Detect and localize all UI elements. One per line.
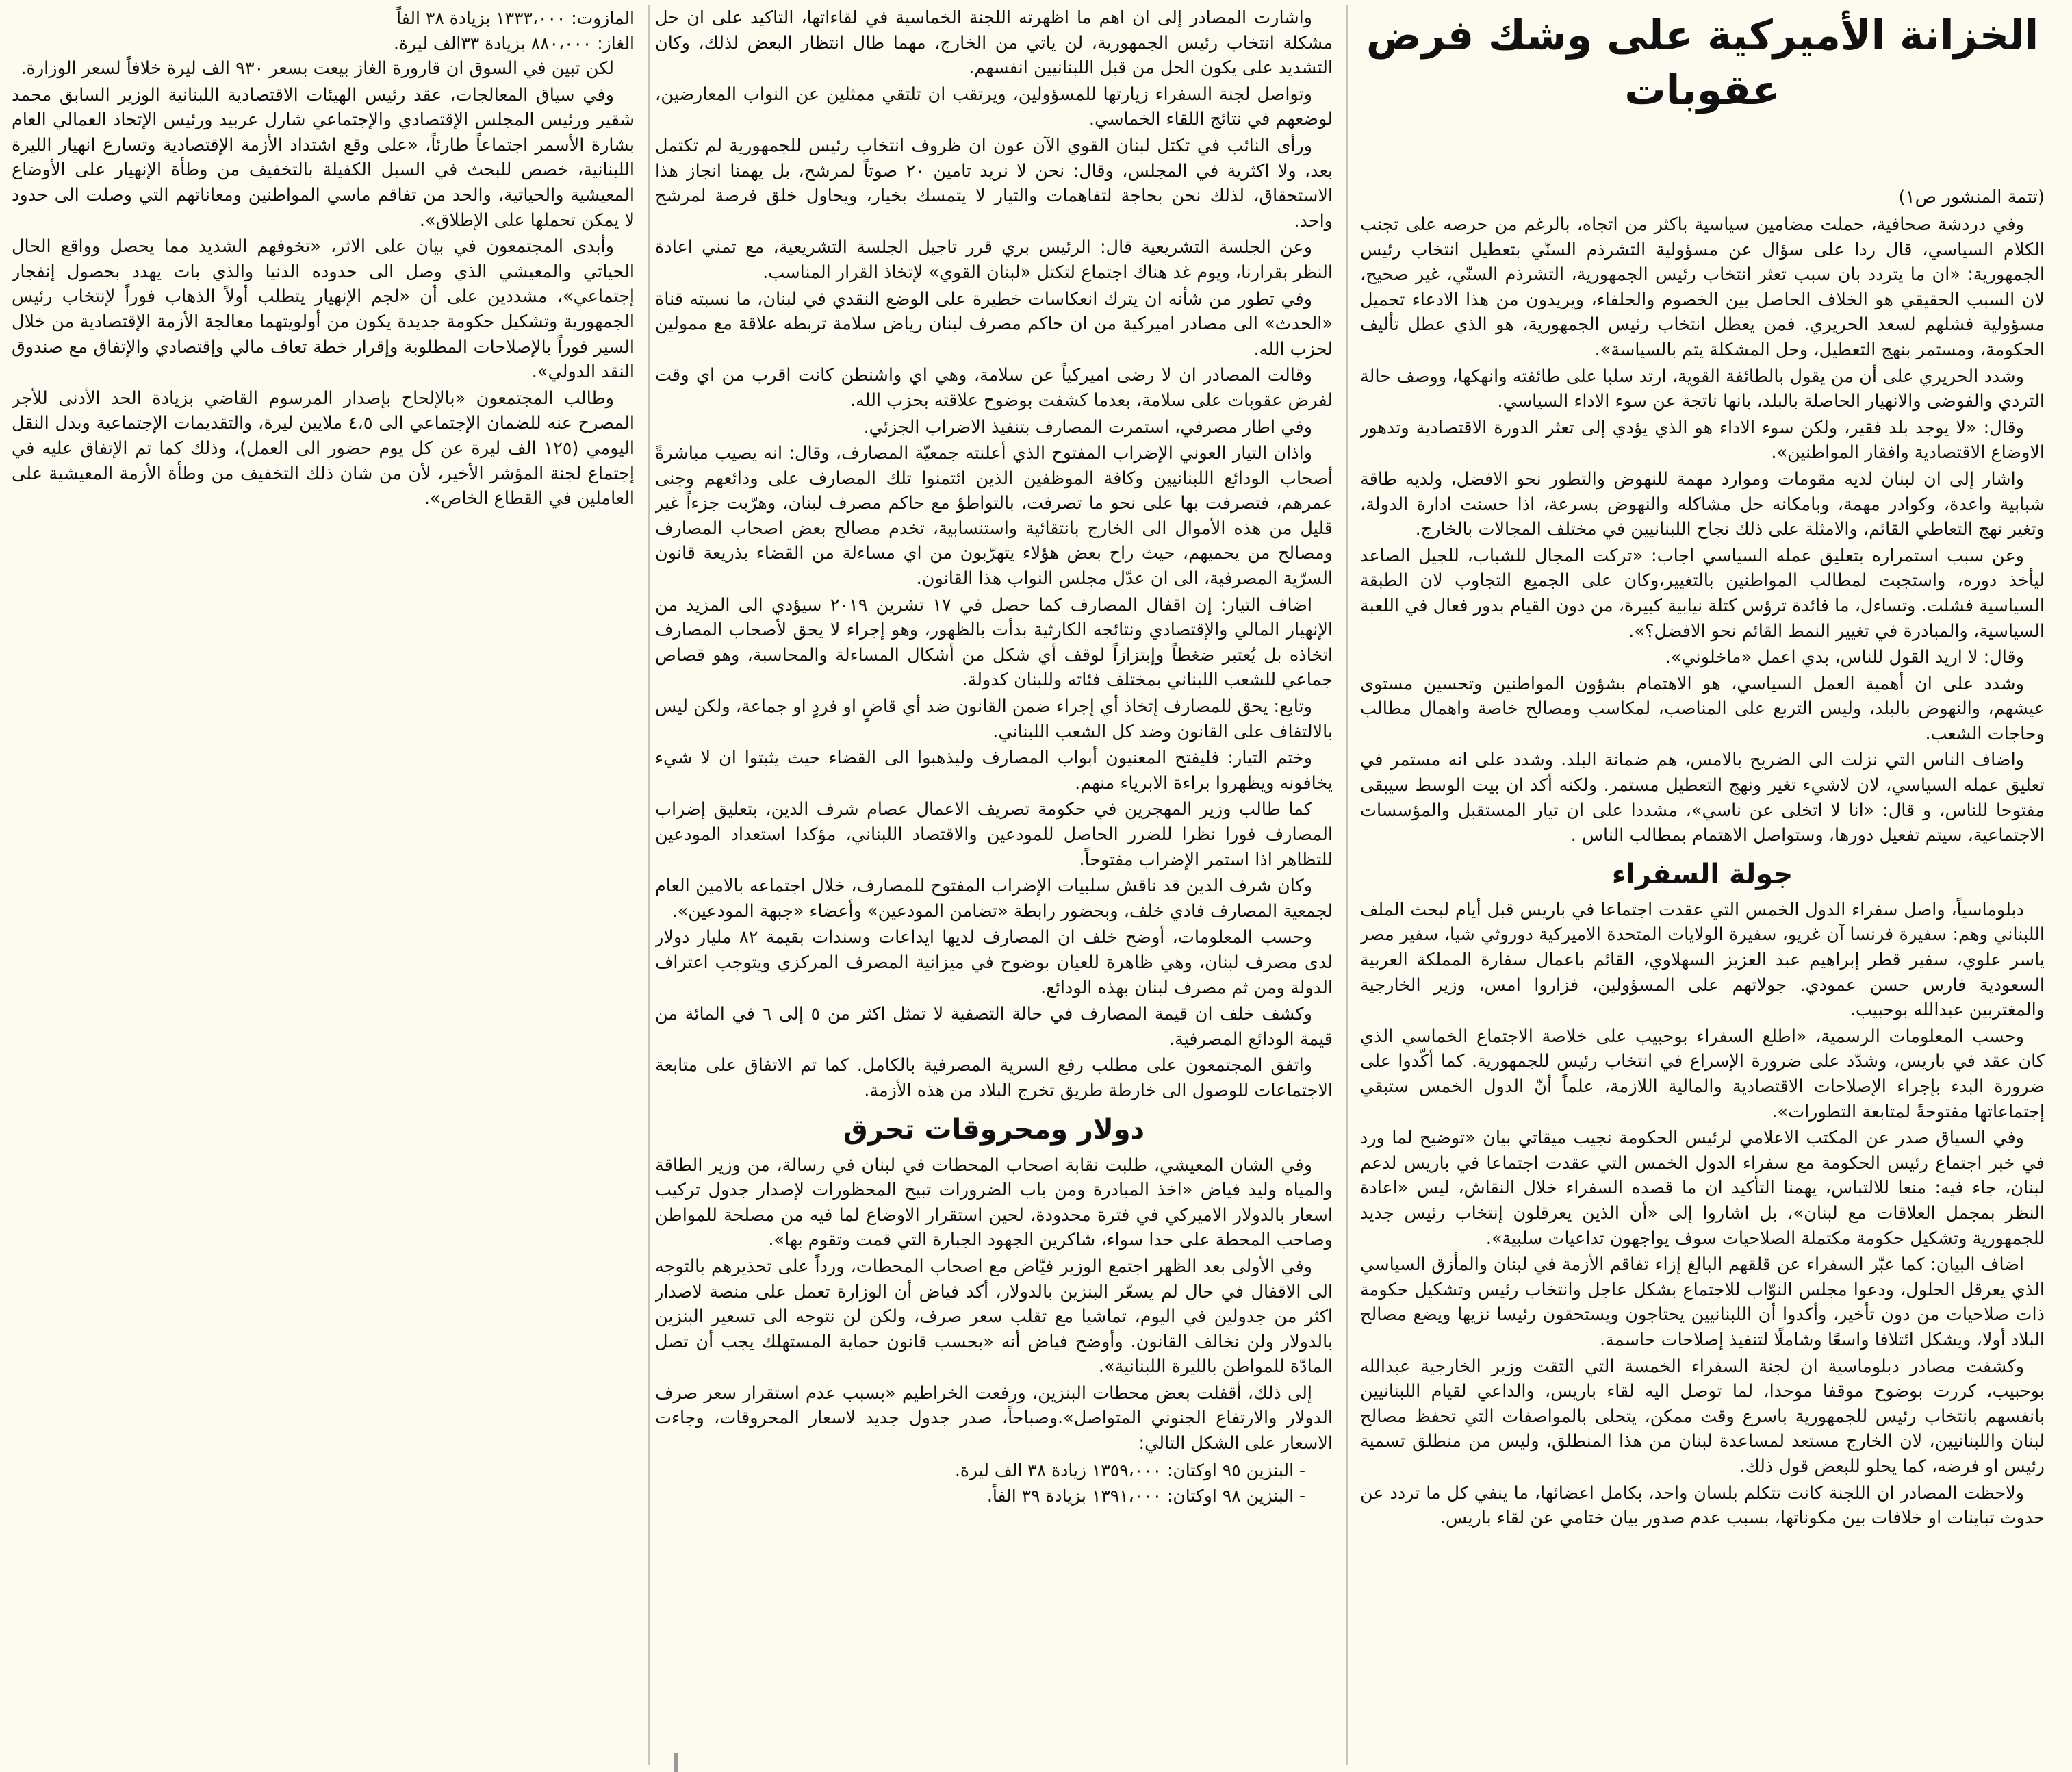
column-divider	[1346, 5, 1348, 1765]
paragraph: اضاف البيان: كما عبّر السفراء عن قلقهم البالغ إزاء تفاقم الأزمة في لبنان والمأزق السياسي الذي يعرقل الحلول، ودعوا مجلس النوّاب للاجتماع بشكل عاجل وانتخاب رئيس وتشكيل حكومة ذات صلاحيات من دون تأخير، وأكدوا أن اللبنانيين يحتاجون ويستحقون رئيسا نزيها ويضع مصالح البلاد أولا، ويشكل ائتلافا واسعًا وشاملًا لتنفيذ إصلاحات حاسمة.	[1360, 1254, 2045, 1350]
paragraph: وطالب المجتمعون «بالإلحاح بإصدار المرسوم القاضي بزيادة الحد الأدنى للأجر المصرح عنه للضمان الإجتماعي الى ٤،٥ ملايين ليرة، والتقديمات الإجتماعية وبدل النقل اليومي (١٢٥ الف ليرة عن كل يوم حضور الى العمل)، وذلك كما تم الإتفاق عليه في إجتماع لجنة المؤشر الأخير، لأن من شان ذلك التخفيف من وطأة الأزمة المعيشية على العاملين في القطاع الخاص».	[12, 388, 635, 509]
paragraph: واضاف الناس التي نزلت الى الضريح بالامس، هم ضمانة البلد. وشدد على انه مستمر في تعليق عمله السياسي، لان لاشيء تغير ونهج التعطيل مستمر. ولكنه أكد ان بيت الوسط سيبقى مفتوحا للناس، و قال: «انا لا اتخلى عن ناسي»، مشددا على ان تيار المستقبل والمؤسسات الاجتماعية، سيتم تفعيل دورها، وستواصل الاهتمام بمطالب الناس .	[1360, 750, 2045, 846]
paragraph: وتابع: يحق للمصارف إتخاذ أي إجراء ضمن القانون ضد أي قاضٍ او فردٍ او جماعة، ولكن ليس بالالتفاف على القانون وضد كل الشعب اللبناني.	[655, 696, 1333, 742]
paragraph: ولاحظت المصادر ان اللجنة كانت تتكلم بلسان واحد، بكامل اعضائها، ما ينفي كل ما تردد عن حدوث تباينات او خلافات بين مكوناتها، بسبب عدم صدور بيان ختامي عن لقاء باريس.	[1360, 1482, 2045, 1529]
fuel-price-line: الغاز: ٨٨٠،٠٠٠ بزيادة ٣٣الف ليرة.	[393, 34, 635, 53]
paragraph: وفي سياق المعالجات، عقد رئيس الهيئات الاقتصادية اللبنانية الوزير السابق محمد شقير ورئيس المجلس الإقتصادي والإجتماعي شارل عربيد ورئيس الإتحاد العمالي العام بشارة الأسمر اجتماعاً طارئاً، «على وقع اشتداد الأزمة الإقتصادية وتسارع انهيار الليرة اللبنانية، خصص للبحث في السبل الكفيلة بالتخفيف من وطأة الإنهيار على الأوضاع المعيشية والحياتية، والحد من تفاقم ماسي المواطنين ومعاناتهم التي وصلت الى حدود لا يمكن تحملها على الإطلاق».	[12, 84, 635, 231]
paragraph: وفي الأولى بعد الظهر اجتمع الوزير فيّاض مع اصحاب المحطات، ورداً على تحذيرهم بالتوجه الى الاقفال في حال لم يسعّر البنزين بالدولار، أكد فياض أن الوزارة تعمل على منصة لاصدار اكثر من جدولين في اليوم، تماشيا مع تقلب سعر صرف، ولكن لن نتوجه الى تسعير البنزين بالدولار ولن نخالف القانون. وأوضح فياض أنه «بحسب قانون حماية المستهلك يجب أن تصل المادّة للمواطن بالليرة اللبنانية».	[655, 1256, 1333, 1378]
col2-body-b	[655, 1153, 1333, 1508]
paragraph: وفي دردشة صحافية، حملت مضامين سياسية باكثر من اتجاه، بالرغم من حرصه على تجنب الكلام السياسي، قال ردا على سؤال عن مسؤولية التشرذم السنّي بتعطيل انتخاب رئيس الجمهورية: «ان ما يتردد بان سبب تعثر انتخاب رئيس الجمهورية، التشرذم السنّي، غير صحيح، لان السبب الحقيقي هو الخلاف الحاصل بين الخصوم والحلفاء، ويريدون من هذا الادعاء تحميل مسؤولية فشلهم لسعد الحريري. فمن يعطل انتخاب رئيس الجمهورية، هو الذي عطل تأليف الحكومة، ومستمر بنهج التعطيل، وحل المشكلة يتم بالسياسة».	[1360, 214, 2045, 360]
fuel-price-line: - البنزين ٩٥ اوكتان: ١٣٥٩،٠٠٠ زيادة ٣٨ الف ليرة.	[954, 1460, 1305, 1480]
paragraph: واذان التيار العوني الإضراب المفتوح الذي أعلنته جمعيّة المصارف، وقال: انه يصيب مباشرةً أصحاب الودائع اللبنانيين وكافة الموظفين الذين ائتمنوا تلك المصارف على ودائعهم وجنى عمرهم، فتصرفت بها على نحو ما تصرفت، بالتواطؤ مع حاكم مصرف لبنان، وهرّبت جزءاً غير قليل من هذه الأموال الى الخارج بانتقائية واستنسابية، تخدم مصالح بعض اصحاب المصارف ومصالح من يحميهم، حيث راح بعض هؤلاء يتهرّبون من اي مساءلة من القضاء بذريعة قانون السرّية المصرفية، الى ان عدّل مجلس النواب هذا القانون.	[655, 443, 1333, 590]
paragraph: وختم التيار: فليفتح المعنيون أبواب المصارف وليذهبوا الى القضاء حيث يثبتوا ان لا شيء يخافونه ويظهروا براءة الابرياء منهم.	[655, 748, 1333, 794]
column-left	[12, 5, 635, 513]
paragraph: وشدد على ان أهمية العمل السياسي، هو الاهتمام بشؤون المواطنين وتحسين مستوى عيشهم، والنهوض بالبلد، وليس التربع على المناصب، لمكاسب ومصالح خاصة واهمال مطالب وحاجات الشعب.	[1360, 673, 2045, 744]
column-right	[1360, 8, 2045, 1532]
paragraph: وفي الشان المعيشي، طلبت نقابة اصحاب المحطات في لبنان في رسالة، من وزير الطاقة والمياه وليد فياض «اخذ المبادرة ومن باب الضرورات تبيح المحظورات لإصدار جدول تركيب اسعار بالدولار الاميركي في فترة محدودة، لحين استقرار الاوضاع لما فيه من مصلحة للمواطن وصاحب المحطة على حدا سواء، شاكرين الجهود الجبارة التي قمت وتقوم بها».	[655, 1154, 1333, 1251]
article-headline: الخزانة الأميركية على وشك فرض عقوبات	[1366, 12, 2039, 114]
fuel-price-line: - البنزين ٩٨ اوكتان: ١٣٩١،٠٠٠ بزيادة ٣٩ الفاً.	[986, 1485, 1305, 1506]
paragraph: وحسب المعلومات الرسمية، «اطلع السفراء بوحبيب على خلاصة الاجتماع الخماسي الذي كان عقد في باريس، وشدّد على ضرورة الإسراع في انتخاب رئيس للجمهورية. كما أكّدوا على ضرورة البدء بإجراء الإصلاحات الاقتصادية والمالية اللازمة، علماً أنّ الدول الخمس ستبقي إجتماعاتها مفتوحةً لمتابعة التطورات».	[1360, 1026, 2045, 1122]
paragraph: وقال: «لا يوجد بلد فقير، ولكن سوء الاداء هو الذي يؤدي إلى تعثر الدورة الاقتصادية وتدهور الاوضاع الاقتصادية وافقار المواطنين».	[1360, 417, 2045, 464]
paragraph: وعن سبب استمراره بتعليق عمله السياسي اجاب: «تركت المجال للشباب، للجيل الصاعد ليأخذ دوره، واستجبت لمطالب المواطنين بالتغيير،وكان على الجميع التجاوب لان الطبقة السياسية فشلت. وتساءل، ما فائدة ترؤس كتلة نيابية كبيرة، من دون القيام بدور فعال في اللعبة السياسية، والمبادرة في تغيير النمط القائم نحو الافضل؟».	[1360, 545, 2045, 642]
paragraph: دبلوماسياً، واصل سفراء الدول الخمس التي عقدت اجتماعا في باريس قبل أيام لبحث الملف اللبناني وهم: سفيرة فرنسا آن غريو، سفيرة الولايات المتحدة الاميركية دوروثي شيا، سفير مصر ياسر علوي، سفير قطر إبراهيم عبد العزيز السهلاوي، القائم باعمال سفارة المملكة العربية السعودية فارس حسن عمودي. جولاتهم على المسؤولين، فزاروا امس، وزير الخارجية والمغتربين عبدالله بوحبيب.	[1360, 899, 2045, 1021]
fuel-price-line: المازوت: ١٣٣٣،٠٠٠ بزيادة ٣٨ الفاً	[396, 8, 635, 28]
continued-from-note: (تتمة المنشور ص١)	[1898, 187, 2045, 207]
paragraph: اضاف التيار: إن اقفال المصارف كما حصل في ١٧ تشرين ٢٠١٩ سيؤدي الى المزيد من الإنهيار المالي والإقتصادي ونتائجه الكارثية بدأت بالظهور، وهو إجراء لا يحق لأصحاب المصارف اتخاذه بل يُعتبر ضغطاً وإبتزازاً لوقف أي شكل من أشكال المساءلة والمحاسبة، وهو قصاص جماعي للشعب اللبناني بمختلف فئاته وللبنان كدولة.	[655, 594, 1333, 691]
paragraph: واشارت المصادر إلى ان اهم ما اظهرته اللجنة الخماسية في لقاءاتها، التاكيد على ان حل مشكلة انتخاب رئيس الجمهورية، لن ياتي من الخارج، مهما طال انتظار البعض لذلك، وكان التشديد على يكون الحل من قبل اللبنانيين انفسهم.	[655, 8, 1333, 79]
col2-body	[655, 5, 1333, 1104]
paragraph: واشار إلى ان لبنان لديه مقومات وموارد مهمة للنهوض والتطور نحو الافضل، ولديه طاقة شبابية واعدة، وكوادر مهمة، وبامكانه حل مشاكله والنهوض بسرعة، اذا حسنت ادارة الدولة، وتغير نهج التعاطي القائم، والامثلة على ذلك نجاح اللبنانيين في مختلف المجالات بالخارج.	[1360, 468, 2045, 540]
text-cursor-mark	[674, 1753, 678, 1772]
paragraph: وكشفت مصادر دبلوماسية ان لجنة السفراء الخمسة التي التقت وزير الخارجية عبدالله بوحبيب، كررت بوضوح موقفا موحدا، لما توصل اليه لقاء باريس، والداعي لقيام اللبنانيين بانفسهم بانتخاب رئيس للجمهورية باسرع وقت ممكن، يتحلى بالمواصفات التي تحفظ مصالح لبنان واللبنانيين، لان الخارج مستعد لمساعدة لبنان من هذا المنطلق، وليس من منطلق تسمية رئيس او فرضه، كما يحلو للبعض قول ذلك.	[1360, 1356, 2045, 1477]
paragraph: كما طالب وزير المهجرين في حكومة تصريف الاعمال عصام شرف الدين، بتعليق إضراب المصارف فورا نظرا للضرر الحاصل للمودعين والاقتصاد اللبناني، مؤكدا استعداد المودعين للتظاهر اذا استمر الإضراب مفتوحاً.	[655, 799, 1333, 870]
paragraph: وكان شرف الدين قد ناقش سلبيات الإضراب المفتوح للمصارف، خلال اجتماعه بالامين العام لجمعية المصارف فادي خلف، وبحضور رابطة «تضامن المودعين» وأعضاء «جبهة المودعين».	[655, 876, 1333, 922]
paragraph: وشدد الحريري على أن من يقول بالطائفة القوية، ارتد سلبا على طائفته وانهكها، ووصف حالة التردي والفوضى والانهيار الحاصلة بالبلد، بانها ناتجة عن سوء الاداء السياسي.	[1360, 366, 2045, 412]
paragraph: واتفق المجتمعون على مطلب رفع السرية المصرفية بالكامل. كما تم الاتفاق على متابعة الاجتماعات للوصول الى خارطة طريق تخرج البلاد من هذه الأزمة.	[655, 1055, 1333, 1101]
paragraph: وأبدى المجتمعون في بيان على الاثر، «تخوفهم الشديد مما يحصل وواقع الحال الحياتي والمعيشي الذي وصل الى حدوده الدنيا والذي بات يهدد بحصول إنفجار إجتماعي»، مشددين على أن «لجم الإنهيار يتطلب أولاً الذهاب فوراً لإنتخاب رئيس الجمهورية وتشكيل حكومة جديدة يكون من أولويتهما معالجة الأزمة الإقتصادية من خلال السير فوراً بالإصلاحات المطلوبة وإقرار خطة تعاف مالي وإقتصادي والإتفاق مع صندوق النقد الدولي».	[12, 236, 635, 383]
paragraph: وقالت المصادر ان لا رضى اميركياً عن سلامة، وهي اي واشنطن كانت اقرب من اي وقت لفرض عقوبات على سلامة، بعدما كشفت بوضوح علاقته بحزب الله.	[655, 365, 1333, 411]
paragraph: لكن تبين في السوق ان قارورة الغاز بيعت بسعر ٩٣٠ الف ليرة خلافاً لسعر الوزارة.	[21, 58, 614, 79]
paragraph: وعن الجلسة التشريعية قال: الرئيس بري قرر تاجيل الجلسة التشريعية، مع تمني اعادة النظر بقرارنا، ويوم غد هناك اجتماع لتكتل «لبنان القوي» لإتخاذ القرار المناسب.	[655, 237, 1333, 283]
paragraph: وتواصل لجنة السفراء زيارتها للمسؤولين، ويرتقب ان تلتقي ممثلين عن النواب المعارضين، لوضعهم في نتائج اللقاء الخماسي.	[655, 84, 1333, 130]
paragraph: وقال: لا اريد القول للناس، بدي اعمل «ماخلوني».	[1665, 647, 2024, 668]
column-middle	[655, 5, 1333, 1508]
paragraph: وفي السياق صدر عن المكتب الاعلامي لرئيس الحكومة نجيب ميقاتي بيان «توضيح لما ورد في خبر اجتماع رئيس الحكومة مع سفراء الدول الخمس التي عقدت اجتماعا في باريس لدعم لبنان، جاء فيه: منعا للالتباس، يهمنا التأكيد ان ما قصده السفراء خلال النقاش، ليس «اعادة النظر بمجمل العلاقات مع لبنان»، بل اشاروا إلى «أن الذين يعرقلون إنتخاب رئيس جديد للجمهورية وتشكيل حكومة مكتملة الصلاحيات سوف يواجهون تداعيات سلبية».	[1360, 1128, 2045, 1249]
paragraph: إلى ذلك، أقفلت بعض محطات البنزين، ورفعت الخراطيم «بسبب عدم استقرار سعر صرف الدولار والارتفاع الجنوني المتواصل».وصباحاً، صدر جدول جديد لاسعار المحروقات، وجاءت الاسعار على الشكل التالي:	[655, 1382, 1333, 1454]
subhead-dollar-fuel: دولار ومحروقات تحرق	[843, 1113, 1145, 1146]
col1-body-b	[1360, 898, 2045, 1531]
paragraph: وفي تطور من شأنه ان يترك انعكاسات خطيرة على الوضع النقدي في لبنان، ما نسبته قناة «الحدث» الى مصادر اميركية من ان حاكم مصرف لبنان رياض سلامة تربطه علاقة مع ممولين لحزب الله.	[655, 288, 1333, 359]
subhead-ambassadors-tour: جولة السفراء	[1611, 858, 1793, 890]
paragraph: ورأى النائب في تكتل لبنان القوي الآن عون ان ظروف انتخاب رئيس للجمهورية لم تكتمل بعد، ولا اكثرية في المجلس، وقال: نحن لا نريد تامين ٢٠ صوتاً لمرشح، بل يهمنا انجاز هذا الاستحقاق، لذلك نحن بحاجة لتفاهمات والتيار لا يتمسك بخيار، ويحاول خلق فرصة لمرشح واحد.	[655, 135, 1333, 231]
paragraph: وحسب المعلومات، أوضح خلف ان المصارف لديها ايداعات وسندات بقيمة ٨٢ مليار دولار لدى مصرف لبنان، وهي ظاهرة للعيان بوضوح في ميزانية المصرف المركزي ويتوجب اعتراف الدولة ومن ثم مصرف لبنان بهذه الودائع.	[655, 927, 1333, 998]
paragraph: وكشف خلف ان قيمة المصارف في حالة التصفية لا تمثل اكثر من ٥ إلى ٦ في المائة من قيمة الودائع المصرفية.	[655, 1004, 1333, 1050]
column-divider	[648, 5, 650, 1765]
col1-body	[1360, 212, 2045, 848]
paragraph: وفي اطار مصرفي، استمرت المصارف بتنفيذ الاضراب الجزئي.	[863, 416, 1312, 438]
